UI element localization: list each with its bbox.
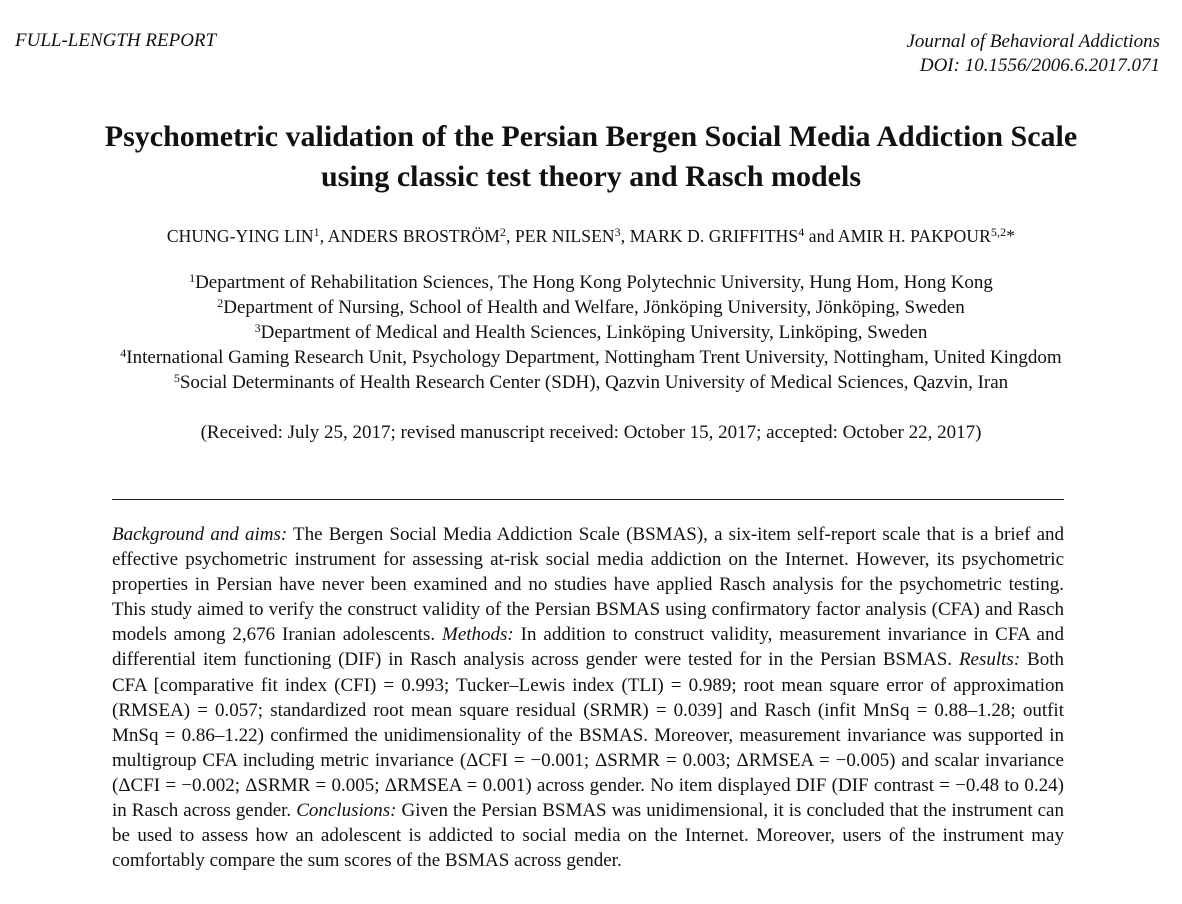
author-list (0, 226, 1182, 247)
journal-name: Journal of Behavioral Addictions (906, 31, 1160, 52)
title-line-1: Psychometric validation of the Persian Bergen Social Media Addiction Scale (104, 120, 1078, 153)
author-name: , MARK D. GRIFFITHS (620, 226, 799, 246)
abstract-results-label: Results: (958, 649, 1021, 671)
abstract-methods-text: In addition to construct validity, measurement invariance in CFA and differential item functioning (DIF) in Rasch analysis across gender were tested for in the Persian BSMAS. (112, 624, 1064, 671)
affiliation-text: International Gaming Research Unit, Psychology Department, Nottingham Trent University, Nottingham, United Kingdom (126, 347, 1062, 368)
affiliation-text: Department of Rehabilitation Sciences, The Hong Kong Polytechnic University, Hung Hom, Hong Kong (195, 272, 993, 293)
abstract-conclusions-text: Given the Persian BSMAS was unidimensional, it is concluded that the instrument can be used to assess how an adolescent is addicted to social media on the Internet. Moreover, users of the instrument may comfortably compare the sum scores of the BSMAS across gender. (112, 800, 1064, 872)
author-name: , PER NILSEN (506, 226, 615, 246)
author-affiliation-mark: 2 (499, 225, 507, 239)
author-name: , ANDERS BROSTRÖM (319, 226, 500, 246)
affiliation-number: 5 (173, 371, 180, 385)
author-affiliation-mark: 3 (614, 225, 621, 239)
abstract-background-text: The Bergen Social Media Addiction Scale (BSMAS), a six-item self-report scale that is a brief and effective psychometric instrument for assessing at-risk social media addiction on the Internet. However, its psychometric properties in Persian have never been examined and no studies have applied Rasch analysis for the psychometric testing. This study aimed to verify the construct validity of the Persian BSMAS using confirmatory factor analysis (CFA) and Rasch models among 2,676 Iranian adolescents. (112, 524, 1065, 646)
affiliation-list (0, 270, 1182, 395)
abstract-background-label: Background and aims: (112, 524, 288, 545)
author-affiliation-mark: 5,2 (990, 225, 1007, 239)
author-affiliation-mark: 4 (798, 225, 805, 239)
author-affiliation-mark: 1 (313, 225, 320, 239)
abstract-conclusions-label: Conclusions: (296, 800, 397, 822)
affiliation (0, 295, 1182, 320)
affiliation-number: 3 (254, 321, 261, 335)
abstract (112, 522, 1064, 873)
abstract-methods-label: Methods: (442, 624, 514, 646)
affiliation (0, 270, 1182, 295)
affiliation-number: 1 (189, 271, 196, 285)
affiliation-text: Department of Nursing, School of Health and Welfare, Jönköping University, Jönköping, Sweden (223, 297, 965, 318)
title-line-2: using classic test theory and Rasch models (320, 160, 861, 193)
affiliation (0, 370, 1182, 395)
journal-header (907, 30, 1161, 78)
author-name: and AMIR H. PAKPOUR (804, 226, 991, 246)
abstract-results-text: Both CFA [comparative fit index (CFI) = 0.993; Tucker–Lewis index (TLI) = 0.989; root mean square error of approximation (RMSEA) = 0.057; standardized root mean square residual (SRMR) = 0.039] and Rasch (infit MnSq = 0.88–1.28; outfit MnSq = 0.86–1.22) confirmed the unidimensionality of the BSMAS. Moreover, measurement invariance was supported in multigroup CFA including metric invariance (ΔCFI = −0.001; ΔSRMR = 0.003; ΔRMSEA = −0.005) and scalar invariance (ΔCFI = −0.002; ΔSRMR = 0.005; ΔRMSEA = 0.001) across gender. No item displayed DIF (DIF contrast = −0.48 to 0.24) in Rasch across gender. (112, 649, 1064, 822)
affiliation (0, 320, 1182, 345)
abstract-divider (112, 499, 1064, 500)
affiliation-number: 4 (120, 346, 127, 360)
corresponding-author-mark: * (1006, 226, 1016, 246)
affiliation (0, 345, 1182, 370)
section-label: FULL-LENGTH REPORT (15, 30, 217, 51)
author-name: CHUNG-YING LIN (166, 226, 314, 246)
doi: DOI: 10.1556/2006.6.2017.071 (919, 55, 1160, 76)
paper-title (0, 117, 1182, 197)
affiliation-number: 2 (217, 296, 224, 310)
affiliation-text: Social Determinants of Health Research Center (SDH), Qazvin University of Medical Sciences, Qazvin, Iran (179, 372, 1009, 393)
affiliation-text: Department of Medical and Health Sciences, Linköping University, Linköping, Sweden (260, 322, 928, 343)
submission-dates: (Received: July 25, 2017; revised manuscript received: October 15, 2017; accepted: October 22, 2017) (200, 422, 982, 443)
